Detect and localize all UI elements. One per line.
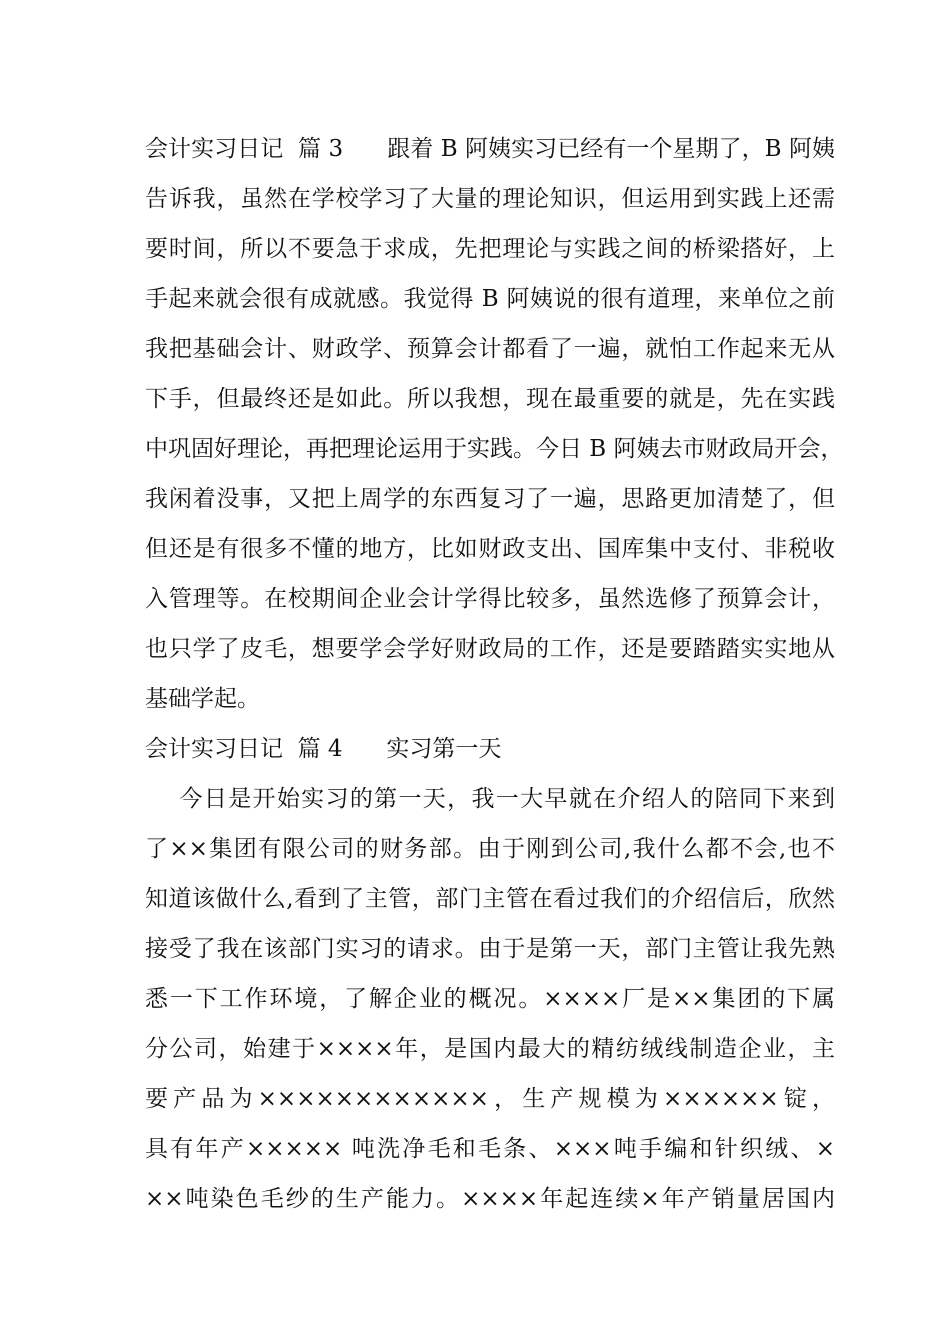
paragraph-line: 我闲着没事，又把上周学的东西复习了一遍，思路更加清楚了，但 (145, 486, 835, 512)
paragraph-line: 要时间，所以不要急于求成，先把理论与实践之间的桥梁搭好，上 (145, 236, 835, 262)
paragraph-line: 下手，但最终还是如此。所以我想，现在最重要的就是，先在实践 (145, 386, 835, 412)
paragraph-line: 了××集团有限公司的财务部。由于刚到公司,我什么都不会,也不 (145, 836, 835, 862)
paragraph-line: 今日是开始实习的第一天，我一大早就在介绍人的陪同下来到 (145, 786, 835, 812)
paragraph-line: 中巩固好理论，再把理论运用于实践。今日 B 阿姨去市财政局开会， (145, 436, 844, 462)
paragraph-line: 会计实习日记 篇 3 跟着 B 阿姨实习已经有一个星期了，B 阿姨 (145, 136, 835, 162)
section-heading: 会计实习日记 篇 4 实习第一天 (145, 736, 502, 762)
diary-entry-3 (145, 124, 844, 724)
paragraph-line: ××吨染色毛纱的生产能力。××××年起连续×年产销量居国内 (145, 1186, 835, 1212)
paragraph-line: 知道该做什么,看到了主管，部门主管在看过我们的介绍信后，欣然 (145, 886, 835, 912)
paragraph-line: 具有年产××××× 吨洗净毛和毛条、×××吨手编和针织绒、× (145, 1136, 835, 1162)
paragraph-line: 也只学了皮毛，想要学会学好财政局的工作，还是要踏踏实实地从 (145, 636, 835, 662)
paragraph-line: 手起来就会很有成就感。我觉得 B 阿姨说的很有道理，来单位之前 (145, 286, 835, 312)
paragraph-line: 我把基础会计、财政学、预算会计都看了一遍，就怕工作起来无从 (145, 336, 835, 362)
paragraph-line: 分公司，始建于××××年，是国内最大的精纺绒线制造企业，主 (145, 1036, 835, 1062)
paragraph-line: 入管理等。在校期间企业会计学得比较多，虽然选修了预算会计， (145, 586, 835, 612)
diary-entry-4 (145, 724, 835, 1224)
paragraph-line: 基础学起。 (145, 686, 260, 712)
paragraph-line: 悉一下工作环境，了解企业的概况。××××厂是××集团的下属 (145, 986, 835, 1012)
paragraph-line: 告诉我，虽然在学校学习了大量的理论知识，但运用到实践上还需 (145, 186, 835, 212)
paragraph-line: 接受了我在该部门实习的请求。由于是第一天，部门主管让我先熟 (145, 936, 835, 962)
paragraph-line: 但还是有很多不懂的地方，比如财政支出、国库集中支付、非税收 (145, 536, 835, 562)
paragraph-line: 要产品为××××××××××××，生产规模为××××××锭， (145, 1086, 835, 1112)
